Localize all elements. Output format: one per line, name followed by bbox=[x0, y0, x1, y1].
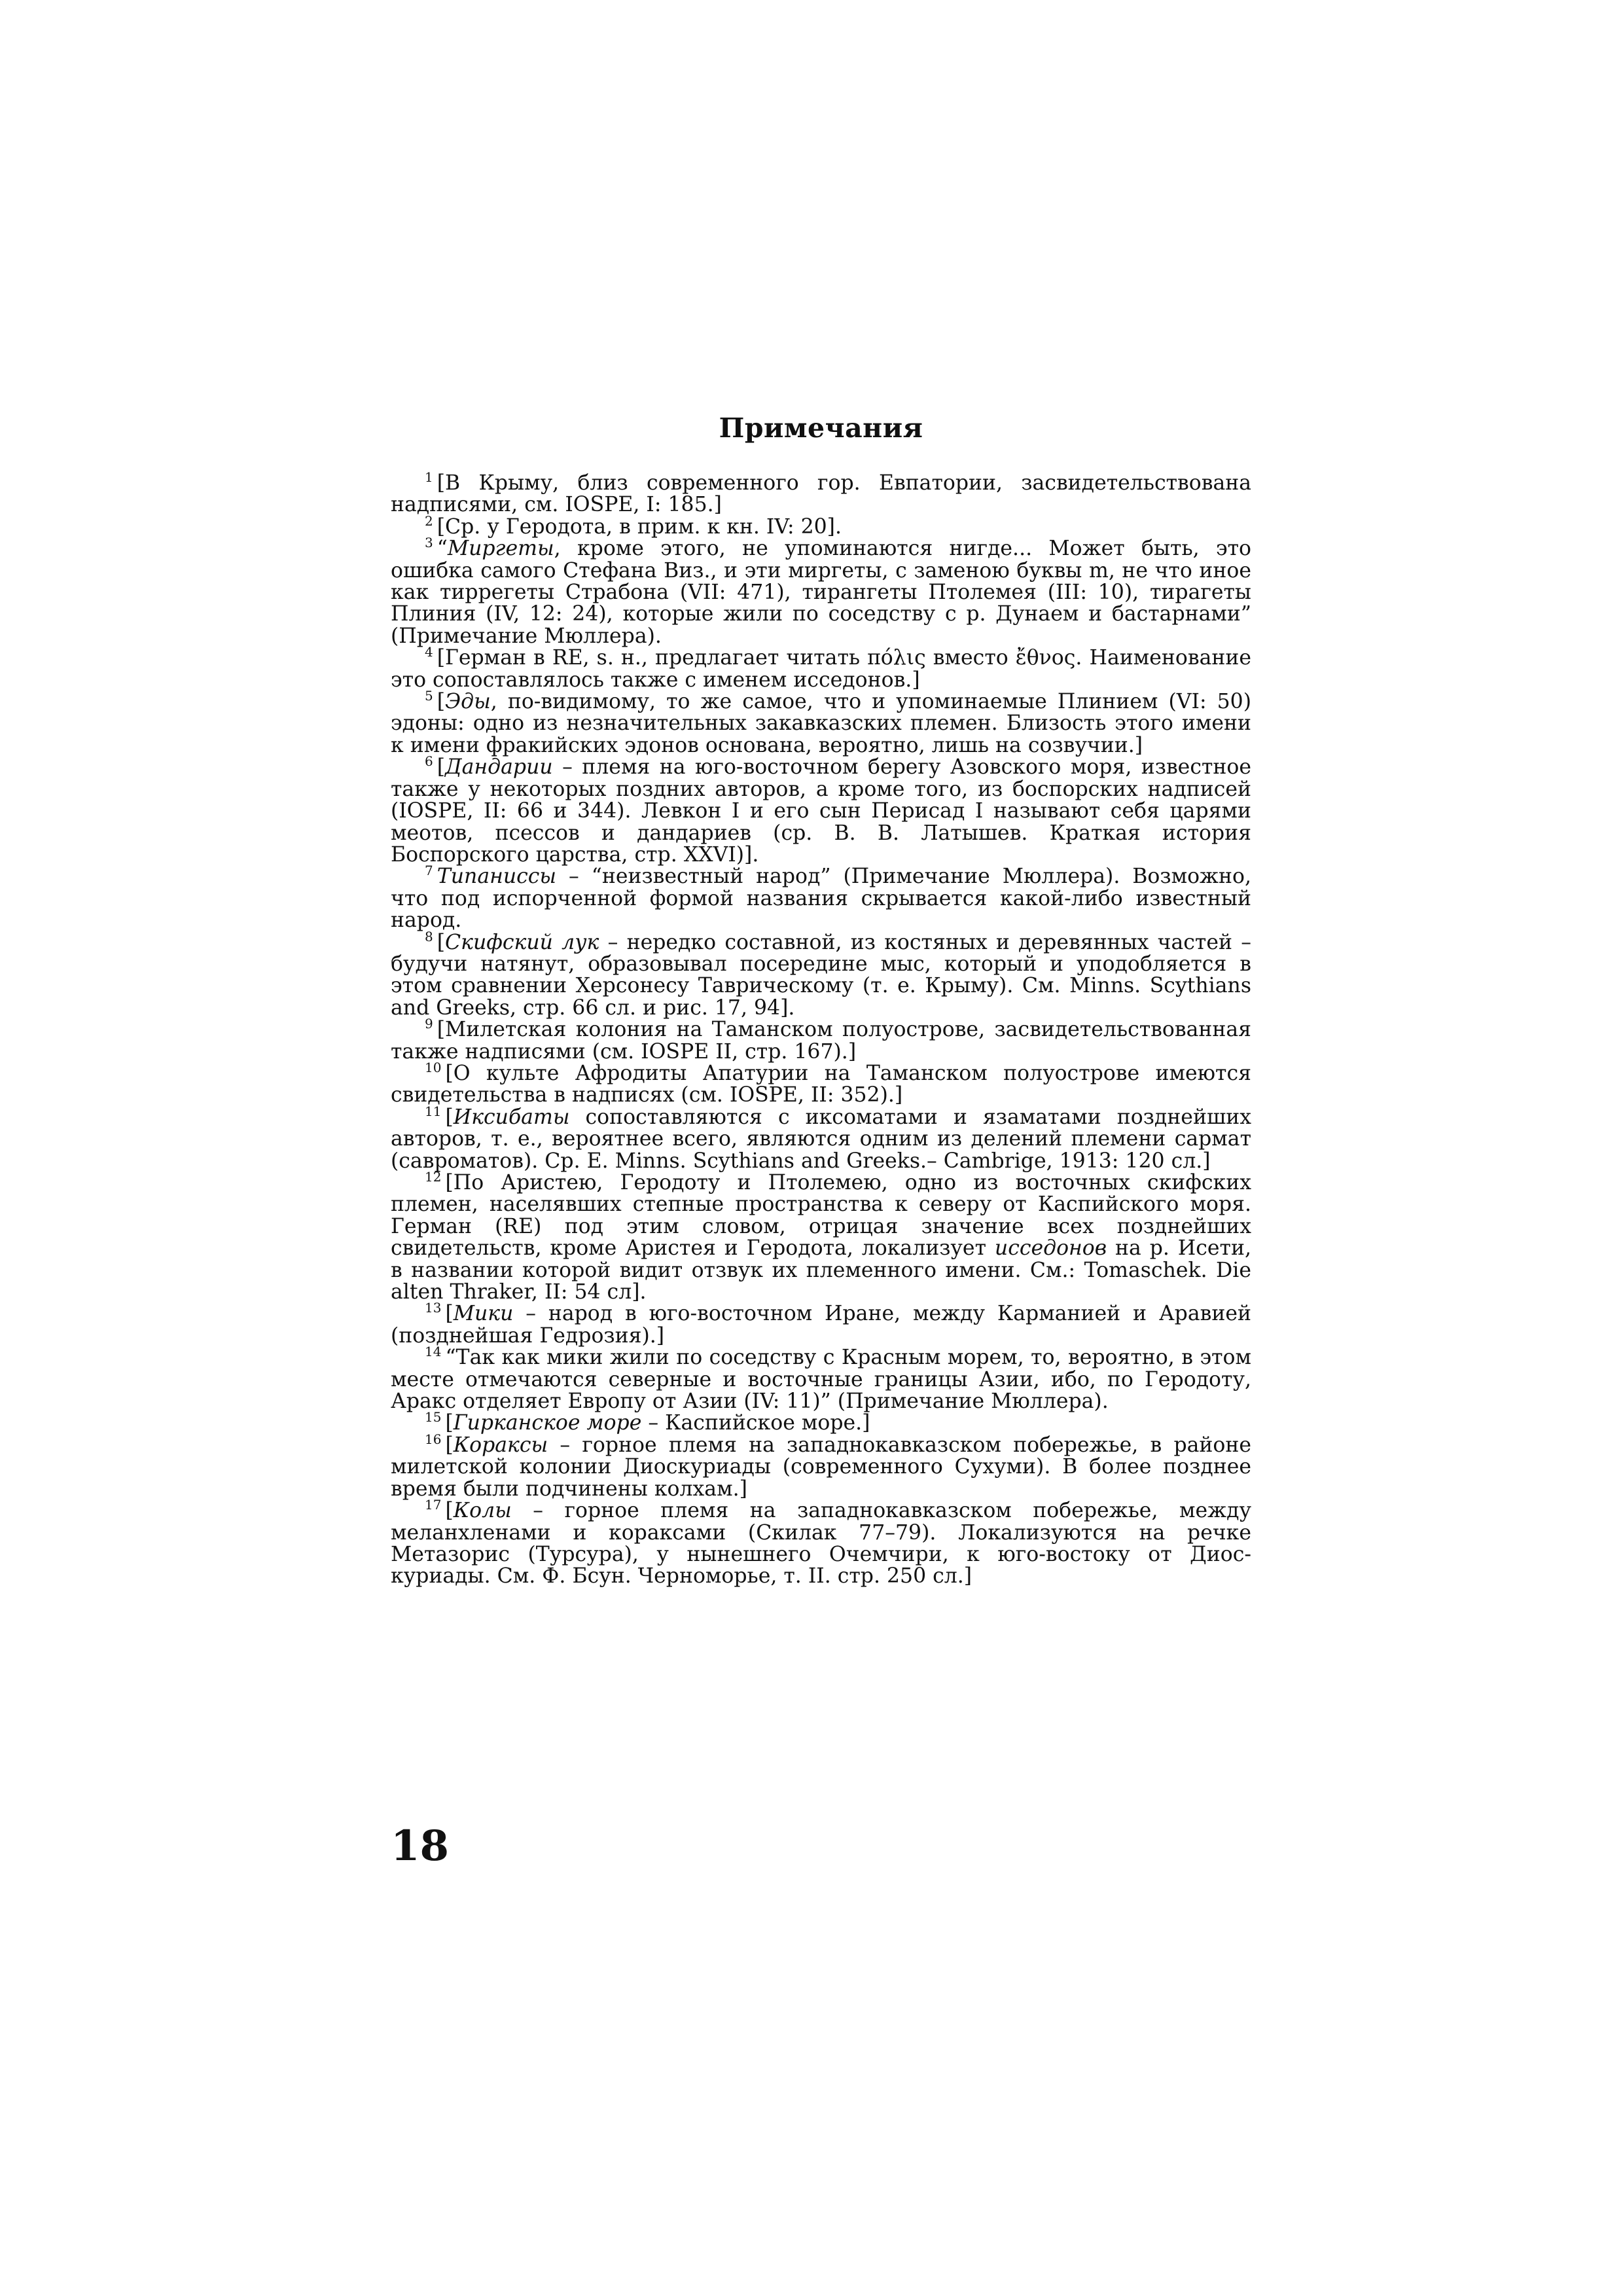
footnote-italic-term: Скифский лук bbox=[445, 930, 599, 954]
footnote-italic-term: Иксибаты bbox=[453, 1105, 570, 1129]
footnote-number: 12 bbox=[425, 1169, 442, 1185]
footnote-italic-term: Кораксы bbox=[453, 1433, 548, 1457]
footnote-text: – горное племя на западнокавказском побережье, в районе милетской колонии Диоскуриады (современного Сухуми). В более позднее время были подчинены колхам.] bbox=[391, 1433, 1251, 1501]
footnote-text: , по-видимому, то же самое, что и упоминаемые Плинием (VI: 50) эдоны: одно из незначительных закавказских племен. Близость этого имени к имени фракийских эдонов основана, вероятно, лишь на созвучии.] bbox=[391, 690, 1251, 757]
footnote bbox=[391, 928, 1251, 1020]
footnote bbox=[391, 753, 1251, 867]
footnote-text: [ bbox=[437, 690, 446, 714]
footnote-text: [По Аристею, Геродоту и Птолемею, одно из восточных скифских племен, населявших степные пространства к северу от Каспийского моря. Герман (RE) под этим словом, отрицая значение всех позднейших свидетельств, кроме Аристея и Геродота, локализует bbox=[391, 1171, 1251, 1261]
footnote-text: [О культе Афродиты Апатурии на Таманском полуострове имеются свидетельства в надписях (см. IOSPE, II: 352).] bbox=[391, 1061, 1251, 1107]
footnote-number: 13 bbox=[425, 1300, 442, 1316]
footnote-text: – племя на юго-восточном берегу Азовского моря, известное также у некоторых поздних авторов, а кроме того, из боспорских надписей (IOSPE, II: 66 и 344). Левкон I и его сын Перисад I называют себя царями меотов, псессов и дандариев (ср. В. В. Латышев. Краткая история Боспорского царства, стр. XXVI)]. bbox=[391, 755, 1251, 867]
footnote-text: сопоставляются с иксоматами и язаматами позднейших авторов, т. е., вероятнее всего, являются одним из делений племени сармат (савроматов). Ср. E. Minns. Scythians and Greeks.– Cambrige, 1913: 120 сл.] bbox=[391, 1105, 1251, 1173]
footnote bbox=[391, 1016, 1251, 1064]
footnote-text: [ bbox=[437, 755, 446, 780]
footnote-number: 6 bbox=[425, 753, 433, 770]
footnote-number: 17 bbox=[425, 1497, 442, 1513]
footnote-italic-term: Миргеты bbox=[447, 537, 554, 561]
footnote-number: 1 bbox=[425, 469, 433, 485]
footnote bbox=[391, 512, 1251, 539]
footnote bbox=[391, 1344, 1251, 1414]
footnote-text: – “неизвестный народ” (Примечание Мюллера). Возможно, что под испорченной формой названия скрывается какой-либо известный народ. bbox=[391, 865, 1251, 933]
footnote bbox=[391, 644, 1251, 692]
footnote bbox=[391, 535, 1251, 648]
footnote bbox=[391, 1409, 1251, 1435]
footnote-text: [ bbox=[445, 1433, 454, 1457]
footnote-italic-term: Типаниссы bbox=[437, 865, 557, 889]
footnote-text: – горное племя на западнокавказском побережье, между меланхленами и кораксами (Скилак 77–79). Локализуются на речке Метазорис (Турсура), у нынешнего Очемчири, к юго-востоку от Диоскуриады. См. Ф. Бсун. Черноморье, т. II. стр. 250 сл.] bbox=[391, 1499, 1251, 1588]
footnote-text: – нередко составной, из костяных и деревянных частей – будучи натянут, образовывал посередине мыс, который и уподобляется в этом сравнении Херсонесу Таврическому (т. е. Крыму). См. Minns. Scythians and Greeks, стр. 66 сл. и рис. 17, 94]. bbox=[391, 930, 1251, 1020]
footnote-text: [Милетская колония на Таманском полуострове, засвидетельствованная также надписями (см. IOSPE II, стр. 167).] bbox=[391, 1018, 1251, 1064]
footnote-number: 10 bbox=[425, 1059, 442, 1075]
footnote-number: 16 bbox=[425, 1431, 442, 1447]
footnote bbox=[391, 688, 1251, 757]
footnote-italic-term: Мики bbox=[453, 1302, 514, 1326]
footnote bbox=[391, 1431, 1251, 1501]
footnote bbox=[391, 1300, 1251, 1348]
footnote bbox=[391, 1497, 1251, 1588]
footnote-number: 4 bbox=[425, 644, 433, 660]
page-number: 18 bbox=[391, 1821, 450, 1871]
footnote bbox=[391, 1103, 1251, 1173]
footnote-number: 11 bbox=[425, 1103, 442, 1119]
footnote-number: 2 bbox=[425, 512, 433, 529]
footnote-text: [ bbox=[445, 1411, 454, 1435]
footnote bbox=[391, 469, 1251, 517]
footnote-number: 8 bbox=[425, 928, 433, 944]
footnote-text: на р. Исети, в названии которой видит отзвук их племенного имени. См.: Tomaschek. Die alten Thraker, II: 54 сл]. bbox=[391, 1236, 1251, 1304]
footnote-italic-term: Колы bbox=[453, 1499, 512, 1523]
footnote-number: 14 bbox=[425, 1344, 442, 1360]
footnote-text: [ bbox=[445, 1105, 454, 1129]
footnote-text: “ bbox=[437, 537, 448, 561]
footnote bbox=[391, 1169, 1251, 1304]
footnote-text: [Герман в RE, s. н., предлагает читать πόλις вместо ἔθνος. Наименование это сопоставлялось также с именем исседонов.] bbox=[391, 646, 1251, 692]
notes-list bbox=[391, 469, 1251, 1588]
page-title: Примечания bbox=[719, 412, 923, 444]
footnote-text: – народ в юго-восточном Иране, между Карманией и Аравией (позднейшая Гедрозия).] bbox=[391, 1302, 1251, 1348]
footnote-italic-term: Эды bbox=[445, 690, 491, 714]
footnote-text: [Ср. у Геродота, в прим. к кн. IV: 20]. bbox=[437, 514, 842, 539]
footnote-text: , кроме этого, не упоминаются нигде... Может быть, это ошибка самого Стефана Виз., и эти миргеты, с заменою буквы m, не что иное как тиррегеты Страбона (VII: 471), тирангеты Птолемея (III: 10), тирагеты Плиния (IV, 12: 24), которые жили по соседству с р. Дунаем и бастарнами” (Примечание Мюллера). bbox=[391, 537, 1251, 648]
footnote-text: [В Крыму, близ современного гор. Евпатории, засвидетельствована надписями, см. IOSPE, I: 185.] bbox=[391, 471, 1251, 517]
footnote-number: 7 bbox=[425, 863, 433, 879]
footnote-italic-term: Гирканское море bbox=[453, 1411, 642, 1435]
footnote-number: 5 bbox=[425, 688, 433, 704]
footnote-number: 3 bbox=[425, 535, 433, 551]
footnote-text: [ bbox=[445, 1302, 454, 1326]
footnote bbox=[391, 863, 1251, 933]
footnote-number: 15 bbox=[425, 1409, 442, 1426]
footnote-text: [ bbox=[437, 930, 446, 954]
footnote-number: 9 bbox=[425, 1016, 433, 1032]
footnote-italic-term: исседонов bbox=[994, 1236, 1107, 1261]
footnote-text: “Так как мики жили по соседству с Красным морем, то, вероятно, в этом месте отмечаются северные и восточные границы Азии, ибо, по Геродоту, Аракс отделяет Европу от Азии (IV: 11)” (Примечание Мюллера). bbox=[391, 1346, 1251, 1414]
footnote-italic-term: Дандарии bbox=[445, 755, 553, 780]
footnote-text: – Каспийское море.] bbox=[641, 1411, 870, 1435]
footnote-text: [ bbox=[445, 1499, 454, 1523]
footnote bbox=[391, 1059, 1251, 1107]
